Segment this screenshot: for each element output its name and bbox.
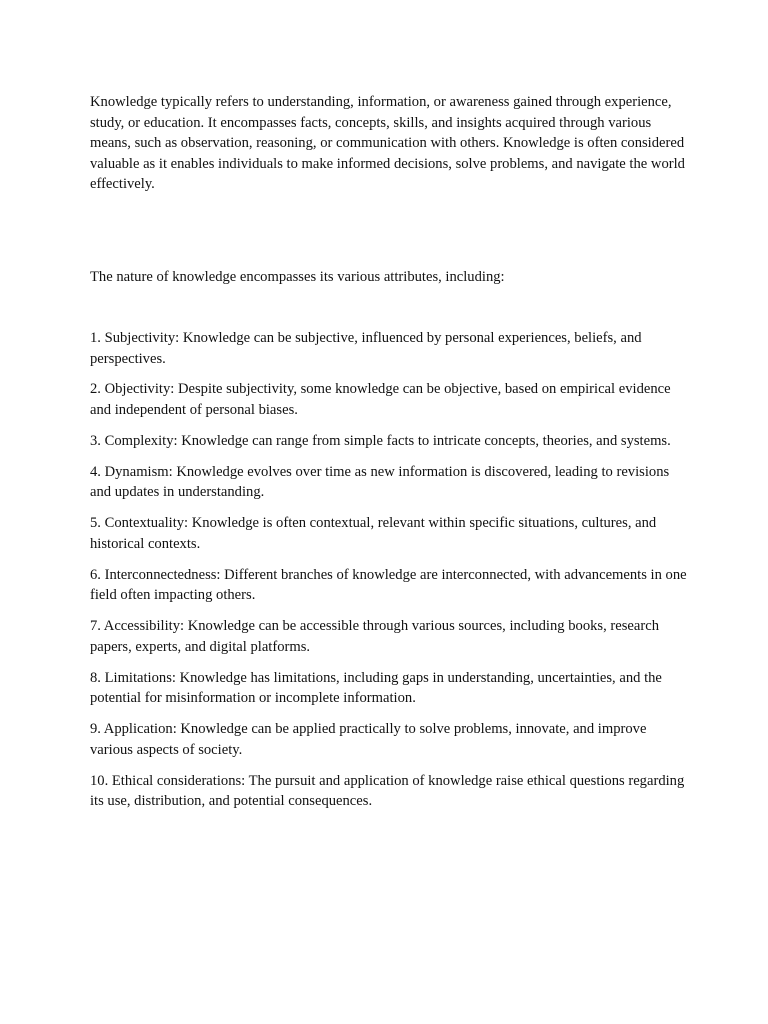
list-item: 5. Contextuality: Knowledge is often contextual, relevant within specific situations, cultures, and historical contexts.	[90, 515, 657, 552]
list-item: 10. Ethical considerations: The pursuit and application of knowledge raise ethical questions regarding its use, distribution, and potential consequences.	[90, 772, 685, 810]
list-item: 3. Complexity: Knowledge can range from simple facts to intricate concepts, theories, and systems.	[90, 432, 671, 449]
list-item: 4. Dynamism: Knowledge evolves over time as new information is discovered, leading to revisions and updates in understanding.	[90, 463, 670, 501]
list-item: 9. Application: Knowledge can be applied practically to solve problems, innovate, and improve various aspects of society.	[90, 721, 647, 758]
list-item: 2. Objectivity: Despite subjectivity, some knowledge can be objective, based on empirical evidence and independent of personal biases.	[90, 381, 671, 419]
lead-sentence: The nature of knowledge encompasses its various attributes, including:	[90, 269, 505, 285]
list-item: 1. Subjectivity: Knowledge can be subjective, influenced by personal experiences, beliefs, and perspectives.	[90, 330, 642, 367]
list-item: 7. Accessibility: Knowledge can be accessible through various sources, including books, research papers, experts, and digital platforms.	[90, 618, 659, 655]
list-item: 6. Interconnectedness: Different branches of knowledge are interconnected, with advancements in one field often impacting others.	[90, 566, 687, 604]
intro-paragraph: Knowledge typically refers to understanding, information, or awareness gained through experience, study, or education. It encompasses facts, concepts, skills, and insights acquired through various means, such as observation, reasoning, or communication with others. Knowledge is often considered valuable as it enables individuals to make informed decisions, solve problems, and navigate the world effectively.	[90, 94, 685, 193]
list-item: 8. Limitations: Knowledge has limitations, including gaps in understanding, uncertainties, and the potential for misinformation or incomplete information.	[90, 669, 662, 707]
attribute-list	[90, 328, 690, 822]
